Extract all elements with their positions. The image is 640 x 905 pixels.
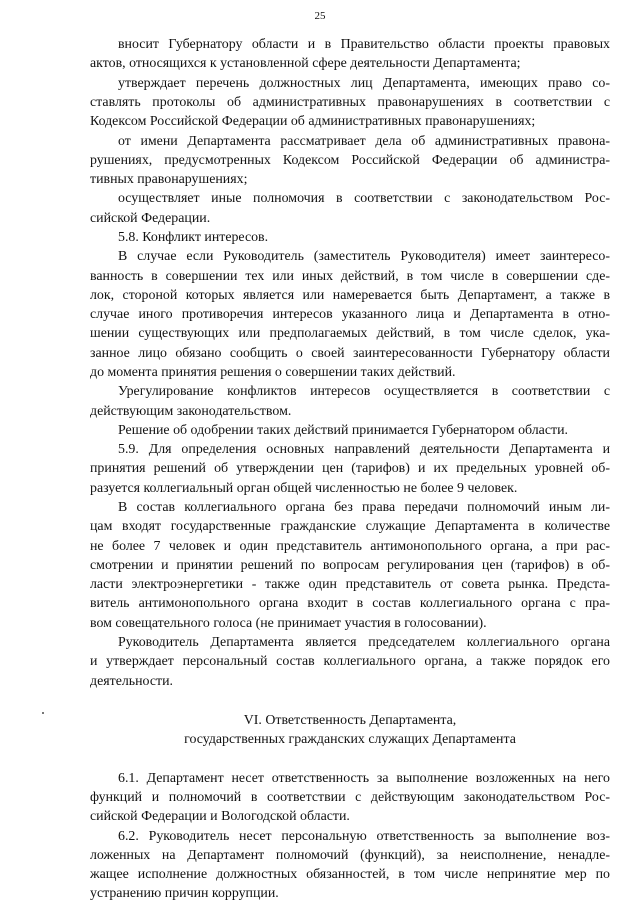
text-line: витель антимонопольного органа входит в состав коллегиального органа с пра-: [90, 596, 610, 611]
text-line: до момента принятия решения о совершении таких действий.: [90, 365, 456, 380]
text-line: сийской Федерации и Вологодской области.: [90, 809, 350, 824]
text-line: лок, стороной которых является или намеревается быть Департамент, а также в: [90, 288, 610, 303]
text-line: занное лицо обязано сообщить о своей заинтересованности Губернатору области: [90, 346, 610, 361]
text-line: шении существующих или предполагаемых действий, в том числе сделок, ука-: [90, 326, 610, 341]
text-line: ставлять протоколы об административных правонарушениях в соответствии с: [90, 95, 610, 110]
text-line: цам входят государственные гражданские служащие Департамента в количестве: [90, 519, 610, 534]
text-line: осуществляет иные полномочия в соответствии с законодательством Рос-: [118, 191, 610, 206]
text-line: Урегулирование конфликтов интересов осуществляется в соответствии с: [118, 384, 610, 399]
text-line: вом совещательного голоса (не принимает участия в голосовании).: [90, 616, 487, 631]
text-line: 5.9. Для определения основных направлений деятельности Департамента и: [118, 442, 610, 457]
text-line: жащее исполнение должностных обязанностей, в том числе непринятие мер по: [90, 867, 610, 882]
text-line: не более 7 человек и один представитель антимонопольного органа, а при рас-: [90, 539, 610, 554]
text-line: и утверждает персональный состав коллегиального органа, а также порядок его: [90, 654, 610, 669]
text-line: актов, относящихся к установленной сфере деятельности Департамента;: [90, 56, 521, 71]
text-line: от имени Департамента рассматривает дела об административных правона-: [118, 134, 610, 149]
text-line: принятия решений об утверждении цен (тарифов) и их предельных уровней об-: [90, 461, 610, 476]
text-line: рушениях, предусмотренных Кодексом Российской Федерации об администра-: [90, 153, 610, 168]
chapter-title: VI. Ответственность Департамента,: [243, 713, 457, 728]
margin-mark: [42, 712, 44, 714]
text-line: сийской Федерации.: [90, 211, 211, 226]
text-line: Решение об одобрении таких действий принимается Губернатором области.: [118, 423, 568, 438]
text-line: ласти электроэнергетики - также один представитель от совета рынка. Предста-: [90, 577, 610, 592]
text-line: В состав коллегиального органа без права передачи полномочий иным ли-: [118, 500, 610, 515]
text-line: функций и полномочий в соответствии с действующим законодательством Рос-: [90, 790, 610, 805]
text-line: В случае если Руководитель (заместитель Руководителя) имеет заинтересо-: [118, 249, 610, 264]
chapter-subtitle: государственных гражданских служащих Департамента: [184, 732, 516, 747]
text-line: тивных правонарушениях;: [90, 172, 248, 187]
text-line: Руководитель Департамента является председателем коллегиального органа: [118, 635, 610, 650]
text-line: смотрении и принятии решений по вопросам регулирования цен (тарифов) в об-: [90, 558, 610, 573]
text-line: действующим законодательством.: [90, 404, 292, 419]
text-line: утверждает перечень должностных лиц Департамента, имеющих право со-: [118, 76, 610, 91]
text-line: ванность в совершении тех или иных действий, в том числе в совершении сде-: [90, 269, 610, 284]
page-number: 25: [314, 10, 326, 22]
text-line: 6.2. Руководитель несет персональную ответственность за выполнение воз-: [118, 829, 610, 844]
text-line: вносит Губернатору области и в Правительство области проекты правовых: [118, 37, 610, 52]
text-line: Кодексом Российской Федерации об административных правонарушениях;: [90, 114, 536, 129]
text-line: деятельности.: [90, 674, 173, 689]
section-heading: 5.8. Конфликт интересов.: [118, 230, 269, 245]
text-line: разуется коллегиальный орган общей численностью не более 9 человек.: [90, 481, 518, 496]
text-line: устранению причин коррупции.: [90, 886, 279, 901]
text-line: ложенных на Департамент полномочий (функций), за неисполнение, ненадле-: [90, 848, 610, 863]
text-line: случае иного противоречия интересов указанного лица и Департамента в отно-: [90, 307, 610, 322]
text-line: 6.1. Департамент несет ответственность за выполнение возложенных на него: [118, 771, 610, 786]
